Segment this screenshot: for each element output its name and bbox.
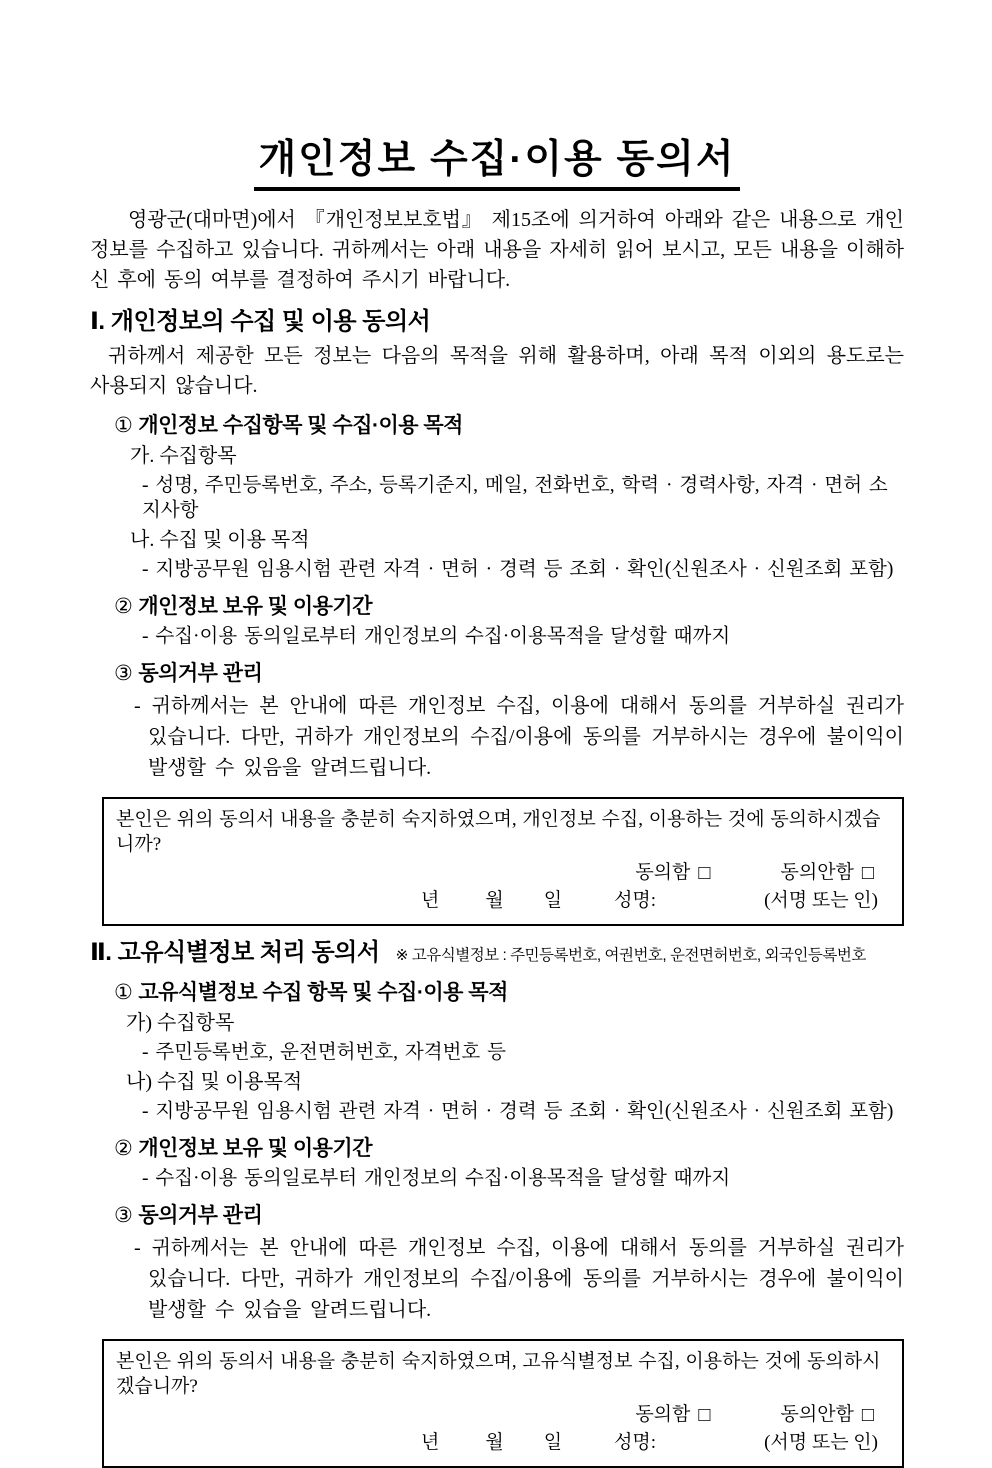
month-label-1: 월 bbox=[485, 890, 504, 911]
consent-date-signature-2 bbox=[116, 1430, 890, 1455]
name-label-2: 성명: bbox=[614, 1432, 657, 1453]
month-label-2: 월 bbox=[485, 1432, 504, 1453]
signature-label-1: (서명 또는 인) bbox=[764, 890, 878, 911]
consent-choices-1 bbox=[116, 860, 890, 885]
section-1-heading: Ⅰ. 개인정보의 수집 및 이용 동의서 bbox=[90, 308, 431, 335]
consent-box-unique-id-info bbox=[102, 1339, 904, 1468]
section-1-item-1-bullet-b: - 지방공무원 임용시험 관련 자격 · 면허 · 경력 등 조회 · 확인(신원조사 · 신원조회 포함) bbox=[142, 559, 894, 580]
day-label-2: 일 bbox=[543, 1432, 563, 1453]
section-2-item-3-title: 동의거부 관리 bbox=[138, 1204, 263, 1227]
page-title-text: 개인정보 수집·이용 동의서 bbox=[254, 128, 739, 191]
section-2-item-1-title: 고유식별정보 수집 항목 및 수집·이용 목적 bbox=[138, 981, 508, 1004]
section-2-item-1-bullet-a: - 주민등록번호, 운전면허번호, 자격번호 등 bbox=[142, 1042, 506, 1063]
section-1-item-1-title: 개인정보 수집항목 및 수집·이용 목적 bbox=[138, 414, 463, 437]
consent-question-1: 본인은 위의 동의서 내용을 충분히 숙지하였으며, 개인정보 수집, 이용하는 것에 동의하시겠습니까? bbox=[116, 809, 881, 855]
disagree-checkbox-1[interactable]: □ bbox=[861, 861, 874, 884]
section-2-item-1-bullet-b: - 지방공무원 임용시험 관련 자격 · 면허 · 경력 등 조회 · 확인(신원조사 · 신원조회 포함) bbox=[142, 1101, 894, 1122]
circled-number-3b: ③ bbox=[114, 1204, 133, 1227]
agree-checkbox-1[interactable]: □ bbox=[698, 861, 711, 884]
section-1-item-3-bullet: - 귀하께서는 본 안내에 따른 개인정보 수집, 이용에 대해서 동의를 거부하실 권리가 있습니다. 다만, 귀하가 개인정보의 수집/이용에 동의를 거부하시는 경우에 불이익이 발생할 수 있음을 알려드립니다. bbox=[134, 695, 904, 779]
disagree-checkbox-2[interactable]: □ bbox=[861, 1403, 874, 1426]
section-1-item-1-label-b: 나. 수집 및 이용 목적 bbox=[130, 529, 310, 551]
consent-choices-2 bbox=[116, 1402, 890, 1427]
disagree-label-2: 동의안함 bbox=[780, 1404, 854, 1425]
name-label-1: 성명: bbox=[614, 890, 657, 911]
page-title bbox=[90, 128, 904, 191]
document-intro-paragraph: 영광군(대마면)에서 『개인정보보호법』 제15조에 의거하여 아래와 같은 내용으로 개인정보를 수집하고 있습니다. 귀하께서는 아래 내용을 자세히 읽어 보시고, 모든 내용을 이해하신 후에 동의 여부를 결정하여 주시기 바랍니다. bbox=[90, 209, 904, 291]
consent-date-signature-1 bbox=[116, 888, 890, 913]
section-1-item-3-title: 동의거부 관리 bbox=[138, 662, 263, 685]
section-2-item-2-heading bbox=[114, 1136, 904, 1162]
consent-box-personal-info bbox=[102, 797, 904, 926]
circled-number-2: ② bbox=[114, 595, 133, 618]
section-2-heading: Ⅱ. 고유식별정보 처리 동의서 bbox=[90, 939, 380, 966]
disagree-label-1: 동의안함 bbox=[780, 862, 854, 883]
agree-label-2: 동의함 bbox=[635, 1404, 691, 1425]
section-2 bbox=[90, 938, 904, 1326]
signature-label-2: (서명 또는 인) bbox=[764, 1432, 878, 1453]
section-1-item-2-bullet: - 수집·이용 동의일로부터 개인정보의 수집·이용목적을 달성할 때까지 bbox=[142, 626, 731, 647]
disagree-option-1 bbox=[780, 860, 874, 885]
section-2-note: ※ 고유식별정보 : 주민등록번호, 여권번호, 운전면허번호, 외국인등록번호 bbox=[395, 947, 866, 964]
circled-number-3: ③ bbox=[114, 662, 133, 685]
section-2-item-2-title: 개인정보 보유 및 이용기간 bbox=[138, 1137, 372, 1160]
agree-option-1 bbox=[635, 860, 710, 885]
disagree-option-2 bbox=[780, 1402, 874, 1427]
agree-label-1: 동의함 bbox=[635, 862, 691, 883]
section-1-item-1-label-a: 가. 수집항목 bbox=[130, 445, 237, 467]
day-label-1: 일 bbox=[543, 890, 563, 911]
section-1-item-3-heading bbox=[114, 661, 904, 687]
year-label-1: 년 bbox=[420, 890, 440, 911]
section-1 bbox=[90, 307, 904, 784]
section-1-item-1-bullet-a: - 성명, 주민등록번호, 주소, 등록기준지, 메일, 전화번호, 학력 · 경력사항, 자격 · 면허 소지사항 bbox=[142, 475, 888, 521]
section-1-item-1-heading bbox=[114, 413, 904, 439]
circled-number-1: ① bbox=[114, 414, 133, 437]
year-label-2: 년 bbox=[420, 1432, 440, 1453]
section-2-item-1-label-a: 가) 수집항목 bbox=[126, 1012, 235, 1034]
section-1-intro: 귀하께서 제공한 모든 정보는 다음의 목적을 위해 활용하며, 아래 목적 이외의 용도로는 사용되지 않습니다. bbox=[90, 345, 904, 397]
section-1-item-2-heading bbox=[114, 594, 904, 620]
section-2-heading-row bbox=[90, 938, 904, 968]
section-2-item-2-bullet: - 수집·이용 동의일로부터 개인정보의 수집·이용목적을 달성할 때까지 bbox=[142, 1168, 731, 1189]
agree-option-2 bbox=[635, 1402, 710, 1427]
agree-checkbox-2[interactable]: □ bbox=[698, 1403, 711, 1426]
section-1-item-2-title: 개인정보 보유 및 이용기간 bbox=[138, 595, 372, 618]
section-2-item-3-heading bbox=[114, 1203, 904, 1229]
section-2-item-1-label-b: 나) 수집 및 이용목적 bbox=[126, 1071, 303, 1093]
section-2-item-1-heading bbox=[114, 980, 904, 1006]
consent-question-2: 본인은 위의 동의서 내용을 충분히 숙지하였으며, 고유식별정보 수집, 이용하는 것에 동의하시겠습니까? bbox=[116, 1351, 881, 1397]
circled-number-2b: ② bbox=[114, 1137, 133, 1160]
circled-number-1b: ① bbox=[114, 981, 133, 1004]
section-2-item-3-bullet: - 귀하께서는 본 안내에 따른 개인정보 수집, 이용에 대해서 동의를 거부하실 권리가 있습니다. 다만, 귀하가 개인정보의 수집/이용에 동의를 거부하시는 경우에 불이익이 발생할 수 있습을 알려드립니다. bbox=[134, 1237, 904, 1321]
